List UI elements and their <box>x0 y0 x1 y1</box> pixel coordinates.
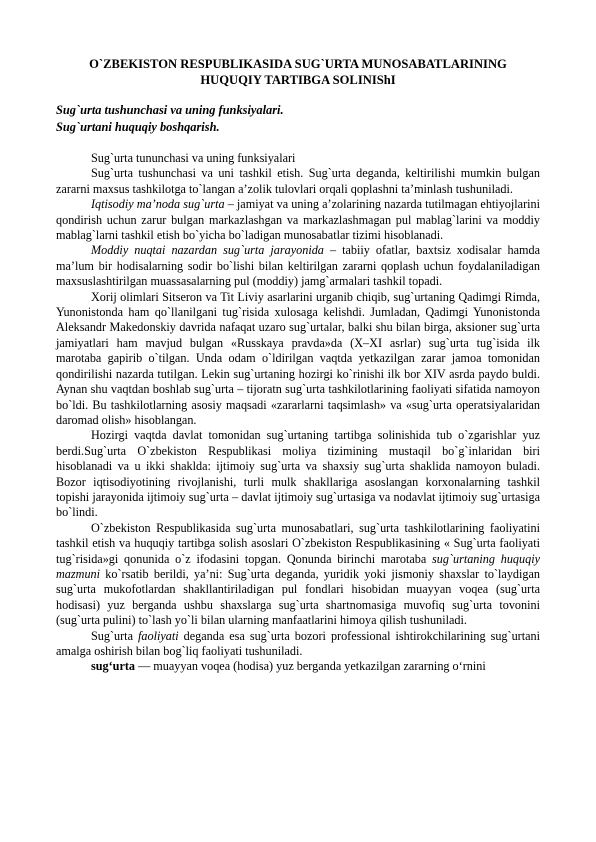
paragraph-law <box>56 521 540 629</box>
document-body <box>56 151 540 675</box>
paragraph-text: — muayyan voqea (hodisa) yuz berganda yetkazilgan zararning o‘rnini <box>135 659 486 674</box>
paragraph-text: Sug`urta <box>91 628 138 643</box>
paragraph-text: deganda esa sug`urta bozori professional ishtirokchilarining sug`urtani amalga oshirish bilan bog`liq faoliyati tushuniladi. <box>56 628 540 658</box>
paragraph-current-state <box>56 428 540 520</box>
subheading-functions: Sug`urta tushunchasi va uning funksiyalari. <box>56 103 284 117</box>
paragraph-text: Xorij olimlari Sitseron va Tit Liviy asarlarini urganib chiqib, sug`urtaning Qadimgi Rimda, Yunonistonda ham qo`llanilgani tug`risida xulosaga kelishdi. Jumladan, Qadimgi Yunonistonda Aleksandr Makedonskiy davrida nafaqat uzaro sug`urtalar, balki shu bilan birga, aksioner sug`urta jamiyatlari ham mavjud bulgan «Russkaya pravda»da (X–XI asrlar) sug`urta tug`isida ilk marotaba gapirib o`tilgan. Unda odam o`ldirilgan vaqtda yetkazilgan zarar jamoa tomonidan qondirilishi nazarda tutilgan. Lekin sug`urtaning hozirgi ko`rinishi ilk bor XIV asrda paydo buldi. Aynan shu vaqtdan boshlab sug`urta – tijoratn sug`urta tashkilotlarining faoliyati sifatida namoyon bo`ldi. Bu tashkilotlarning asosiy maqsadi «zararlarni taqsimlash» va «sug`urta operatsiyalaridan daromad olish» hisoblangan. <box>56 289 540 427</box>
paragraph-text: Sug`urta tushunchasi va uni tashkil etish. Sug`urta deganda, keltirilishi mumkin bulgan zararni maxsus tashkilotga to`langan a’zolik tulovlari orqali qoplashni ta’minlash tushuniladi. <box>56 166 540 196</box>
subheadings <box>56 102 540 136</box>
paragraph-text: O`zbekiston Respublikasida sug`urta munosabatlari, sug`urta tashkilotlarining faoliyatini tashkil etish va huquqiy tartibga solish asoslari O`zbekiston Respublikasining « Sug`urta faoliyati tug`risida»gi qonunida o`z ifodasini topgan. Qonunda birinchi marotaba <box>56 520 540 566</box>
paragraph-text: – tabiiy ofatlar, baxtsiz xodisalar hamda ma’lum bir hodisalarning sodir bo`lishi bilan keltirilgan zararni qoplash uchun foydalaniladigan maxsuslashtirilgan muassasalarning pul (moddiy) jamg`armalari tashkil topadi. <box>56 243 541 289</box>
emphasis-term: Iqtisodiy ma’noda sug`urta <box>91 197 225 212</box>
bold-term: sug‘urta <box>91 659 136 674</box>
paragraph-insurance-term <box>56 659 540 674</box>
paragraph-text: Hozirgi vaqtda davlat tomonidan sug`urtaning tartibga solinishida tub o`zgarishlar yuz berdi.Sug`urta O`zbekiston Respublikasi moliya tizimining mustaqil bo`g`inlaridan biri hisoblanadi va u ikki shaklda: ijtimoiy sug`urta va shaxsiy sug`urta shaklida namoyon buladi. Bozor iqtisodiyotining rivojlanishi, turli mulk shakllariga asoslangan korxonalarning tashkil topishi jarayonida ijtimoiy sug`urta – davlat ijtimoiy sug`urtasiga va nodavlat ijtimoiy sug`urtasiga bo`lindi. <box>56 428 540 520</box>
paragraph-text: – jamiyat va uning a’zolarining nazarda tutilmagan ehtiyojlarini qondirish uchun zarur bulgan markazlashgan va markazlashmagan pul mablag`larini va moddiy mablag`larni tashkil etish bo`yicha bo`ladigan munosabatlar tizimi hisoblanadi. <box>56 197 540 243</box>
paragraph-economic-meaning <box>56 197 540 243</box>
paragraph-activity <box>56 629 540 660</box>
paragraph-material-meaning <box>56 243 540 289</box>
paragraph-history <box>56 290 540 429</box>
paragraph-text: ko`rsatib berildi, ya’ni: Sug`urta deganda, yuridik yoki jismoniy shaxslar to`laydigan sug`urta mukofotlardan shakllantiriladigan pul fondlari hisobidan muayyan voqea (sug`urta hodisasi) yuz berganda ushbu shaxslarga sug`urta shartnomasiga muvofiq sug`urta tovonini (sug`urta pulini) to`lash yo`li bilan ularning manfaatlarini himoya qilish tushuniladi. <box>56 566 540 628</box>
emphasis-term: sug`urtaning huquqiy mazmuni <box>56 551 540 581</box>
paragraph-text: Sug`urta tununchasi va uning funksiyalari <box>91 151 296 165</box>
subheading-regulation: Sug`urtani huquqiy boshqarish. <box>56 120 220 134</box>
emphasis-term: faoliyati <box>138 628 179 643</box>
emphasis-term: Moddiy nuqtai nazardan sug`urta jarayonida <box>91 243 324 258</box>
paragraph-definition <box>56 166 540 197</box>
document-title: O`ZBEKISTON RESPUBLIKASIDA SUG`URTA MUNOSABATLARINING HUQUQIY TARTIBGA SOLINIShI <box>89 57 507 87</box>
paragraph-heading <box>56 151 540 166</box>
